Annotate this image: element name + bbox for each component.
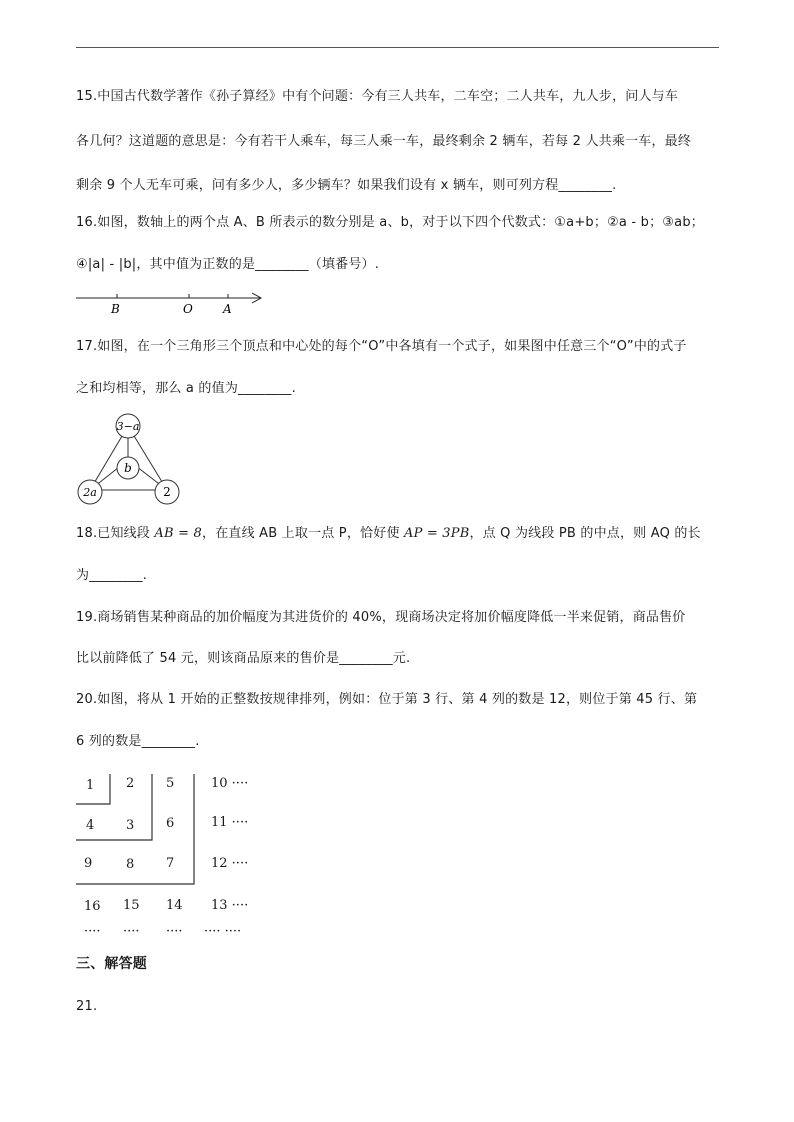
point-label-a: A bbox=[223, 302, 232, 316]
grid-cell: 9 bbox=[84, 856, 93, 871]
grid-cell: 4 bbox=[86, 818, 95, 833]
q18-text-pre: 18.已知线段 bbox=[76, 526, 155, 541]
q16-line1: 16.如图，数轴上的两个点 A、B 所表示的数分别是 a、b，对于以下四个代数式：①a+b；②a - b；③ab； bbox=[76, 215, 704, 230]
q15-line2: 各几何？这道题的意思是：今有若干人乘车，每三人乘一车，最终剩余 2 辆车，若每 2 人共乘一车，最终 bbox=[76, 134, 692, 149]
grid-cell: ···· bbox=[123, 924, 140, 939]
grid-cell: 6 bbox=[166, 816, 175, 831]
q18-text-post: ，点 Q 为线段 PB 的中点，则 AQ 的长 bbox=[469, 526, 701, 541]
grid-cell: 3 bbox=[126, 818, 135, 833]
grid-cell: ···· ···· bbox=[204, 924, 242, 939]
q17-line1: 17.如图，在一个三角形三个顶点和中心处的每个“O”中各填有一个式子，如果图中任意三个“O”中的式子 bbox=[76, 339, 687, 354]
grid-cell: 7 bbox=[166, 856, 175, 871]
node-left-label: 2a bbox=[83, 486, 97, 499]
q19-line1: 19.商场销售某种商品的加价幅度为其进货价的 40%，现商场决定将加价幅度降低一半来促销，商品售价 bbox=[76, 610, 686, 625]
grid-cell: 10 ···· bbox=[211, 776, 249, 791]
grid-cell: 15 bbox=[123, 898, 140, 913]
q18-math-ap: AP = 3PB bbox=[403, 526, 470, 541]
q15-line3: 剩余 9 个人无车可乘，问有多少人，多少辆车？如果我们设有 x 辆车，则可列方程________. bbox=[76, 178, 617, 193]
grid-cell: 2 bbox=[126, 776, 135, 791]
number-line-figure bbox=[70, 286, 270, 320]
q21-number: 21. bbox=[76, 999, 98, 1014]
q18-math-ab: AB = 8 bbox=[154, 526, 202, 541]
grid-cell: 11 ···· bbox=[211, 815, 249, 830]
q18-line2: 为________. bbox=[76, 568, 148, 583]
grid-cell: 8 bbox=[126, 857, 135, 872]
grid-cell: ···· bbox=[84, 924, 101, 939]
q20-line1: 20.如图，将从 1 开始的正整数按规律排列，例如：位于第 3 行、第 4 列的数是 12，则位于第 45 行、第 bbox=[76, 692, 698, 707]
grid-cell: 12 ···· bbox=[211, 856, 249, 871]
node-right-label: 2 bbox=[163, 485, 171, 499]
q20-line2: 6 列的数是________. bbox=[76, 734, 200, 749]
q16-line2: ④|a| - |b|，其中值为正数的是________（填番号）. bbox=[76, 257, 380, 272]
q18-line1 bbox=[76, 525, 701, 543]
q18-text-mid: ，在直线 AB 上取一点 P，恰好使 bbox=[202, 526, 404, 541]
section-heading-answers: 三、解答题 bbox=[76, 956, 147, 972]
node-center-label: b bbox=[124, 461, 132, 475]
header-rule bbox=[76, 47, 719, 48]
triangle-figure bbox=[74, 410, 184, 508]
q17-line2: 之和均相等，那么 a 的值为________. bbox=[76, 381, 296, 396]
grid-cell: 16 bbox=[84, 899, 101, 914]
q19-line2: 比以前降低了 54 元，则该商品原来的售价是________元. bbox=[76, 651, 411, 666]
grid-cell: 1 bbox=[86, 778, 95, 793]
grid-cell: 14 bbox=[166, 898, 183, 913]
point-label-b: B bbox=[111, 302, 120, 316]
grid-cell: 13 ···· bbox=[211, 898, 249, 913]
number-grid-figure bbox=[76, 770, 276, 945]
grid-cell: 5 bbox=[166, 776, 175, 791]
point-label-o: O bbox=[183, 302, 193, 316]
q15-line1: 15.中国古代数学著作《孙子算经》中有个问题：今有三人共车，二车空；二人共车，九人步，问人与车 bbox=[76, 89, 679, 104]
node-top-label: 3−a bbox=[116, 420, 140, 433]
grid-cell: ···· bbox=[166, 924, 183, 939]
